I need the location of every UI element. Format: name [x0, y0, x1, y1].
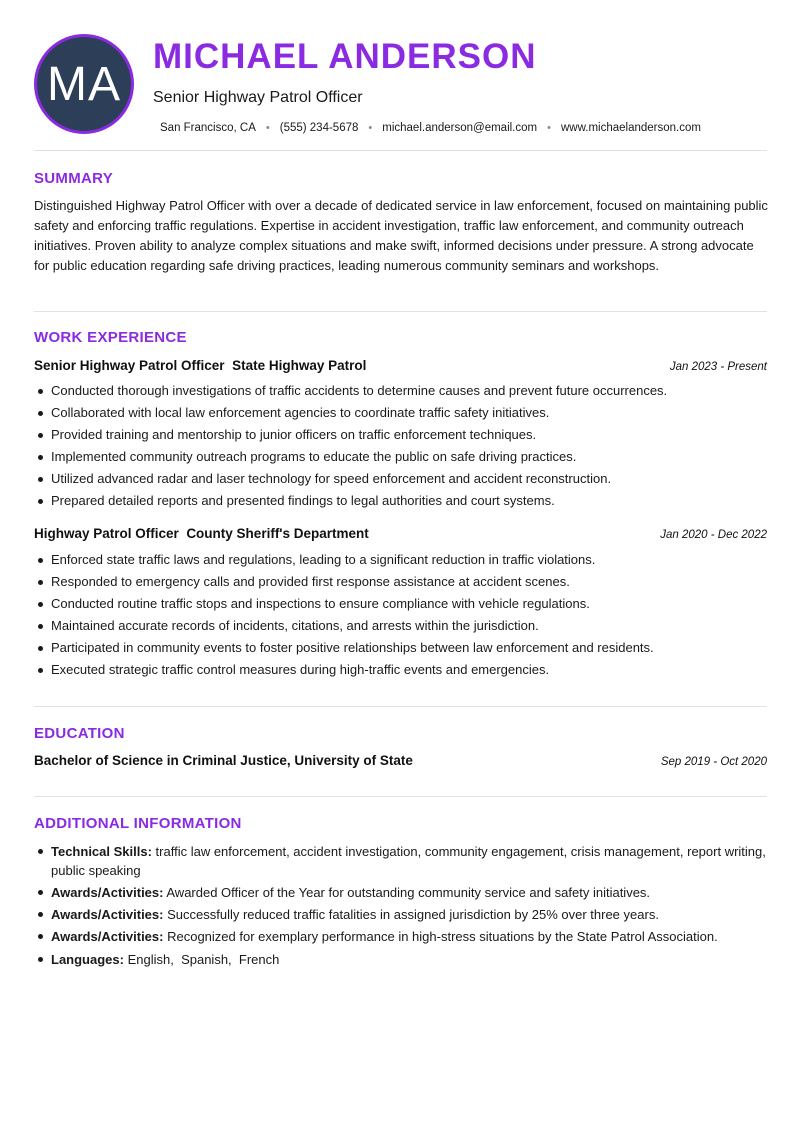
job-header	[34, 358, 767, 373]
summary-heading: SUMMARY	[34, 170, 114, 187]
divider	[34, 796, 767, 797]
list-item	[34, 883, 767, 902]
divider	[34, 706, 767, 707]
list-item: Prepared detailed reports and presented findings to legal authorities and court systems.	[34, 490, 767, 512]
contact-line	[160, 120, 760, 136]
separator-dot: •	[547, 122, 551, 134]
education-dates: Sep 2019 - Oct 2020	[660, 756, 767, 768]
job-title-company	[34, 358, 366, 373]
list-item	[34, 950, 767, 969]
list-item: Utilized advanced radar and laser technology for speed enforcement and accident reconstruction.	[34, 468, 767, 490]
item-label: Awards/Activities:	[51, 929, 164, 944]
additional-info-list	[34, 842, 767, 972]
item-label: Technical Skills:	[51, 844, 152, 859]
job-title-company	[34, 526, 369, 541]
work-experience-heading: WORK EXPERIENCE	[34, 329, 187, 346]
job-title: Senior Highway Patrol Officer	[34, 358, 225, 373]
additional-info-heading: ADDITIONAL INFORMATION	[34, 815, 242, 832]
education-entry	[34, 753, 767, 768]
contact-email: michael.anderson@email.com	[382, 122, 538, 134]
contact-location: San Francisco, CA	[160, 122, 256, 134]
list-item: Executed strategic traffic control measures during high-traffic events and emergencies.	[34, 659, 767, 681]
item-text: Awarded Officer of the Year for outstanding community service and safety initiatives.	[166, 885, 651, 900]
list-item: Provided training and mentorship to junior officers on traffic enforcement techniques.	[34, 424, 767, 446]
degree: Bachelor of Science in Criminal Justice, University of State	[34, 753, 413, 768]
candidate-name: MICHAEL ANDERSON	[153, 37, 537, 76]
job-dates: Jan 2020 - Dec 2022	[660, 529, 767, 541]
list-item: Participated in community events to foster positive relationships between law enforcement and residents.	[34, 637, 767, 659]
item-text: traffic law enforcement, accident investigation, community engagement, crisis management, report writing, public speaking	[51, 844, 766, 878]
list-item: Conducted thorough investigations of traffic accidents to determine causes and prevent future occurrences.	[34, 380, 767, 402]
summary-text: Distinguished Highway Patrol Officer with over a decade of dedicated service in law enforcement, focused on maintaining public safety and enforcing traffic regulations. Expertise in accident investigation, traffic law enforcement, and community outreach initiatives. Proven ability to analyze complex situations and make swift, informed decisions under pressure. A strong advocate for public education regarding safe driving practices, leading numerous community seminars and workshops.	[34, 198, 768, 273]
job-bullet-list	[34, 380, 767, 512]
contact-website: www.michaelanderson.com	[560, 122, 701, 134]
job-company: County Sheriff's Department	[186, 526, 369, 541]
list-item	[34, 905, 767, 924]
list-item	[34, 927, 767, 946]
avatar-initials: MA	[47, 57, 121, 111]
job-title: Highway Patrol Officer	[34, 526, 179, 541]
item-label: Awards/Activities:	[51, 907, 164, 922]
list-item	[34, 842, 767, 880]
job-dates: Jan 2023 - Present	[669, 361, 767, 373]
education-heading: EDUCATION	[34, 725, 125, 742]
job-bullet-list	[34, 549, 767, 681]
item-label: Awards/Activities:	[51, 885, 164, 900]
item-label: Languages:	[51, 952, 124, 967]
list-item: Collaborated with local law enforcement agencies to coordinate traffic safety initiatives.	[34, 402, 767, 424]
item-text: Successfully reduced traffic fatalities in assigned jurisdiction by 25% over three years.	[167, 907, 659, 922]
list-item: Implemented community outreach programs to educate the public on safe driving practices.	[34, 446, 767, 468]
job-header	[34, 526, 767, 541]
list-item: Conducted routine traffic stops and inspections to ensure compliance with vehicle regulations.	[34, 593, 767, 615]
list-item: Maintained accurate records of incidents, citations, and arrests within the jurisdiction.	[34, 615, 767, 637]
separator-dot: •	[265, 122, 270, 134]
list-item: Responded to emergency calls and provided first response assistance at accident scenes.	[34, 571, 767, 593]
job-company: State Highway Patrol	[232, 358, 367, 373]
list-item: Enforced state traffic laws and regulations, leading to a significant reduction in traffic violations.	[34, 549, 767, 571]
divider	[34, 150, 767, 151]
item-text: Recognized for exemplary performance in high-stress situations by the State Patrol Association.	[167, 929, 718, 944]
job-title: Senior Highway Patrol Officer	[153, 89, 363, 106]
divider	[34, 311, 767, 312]
item-text: English, Spanish, French	[127, 952, 280, 967]
contact-phone: (555) 234-5678	[279, 122, 359, 134]
separator-dot: •	[368, 122, 373, 134]
avatar	[34, 34, 134, 134]
